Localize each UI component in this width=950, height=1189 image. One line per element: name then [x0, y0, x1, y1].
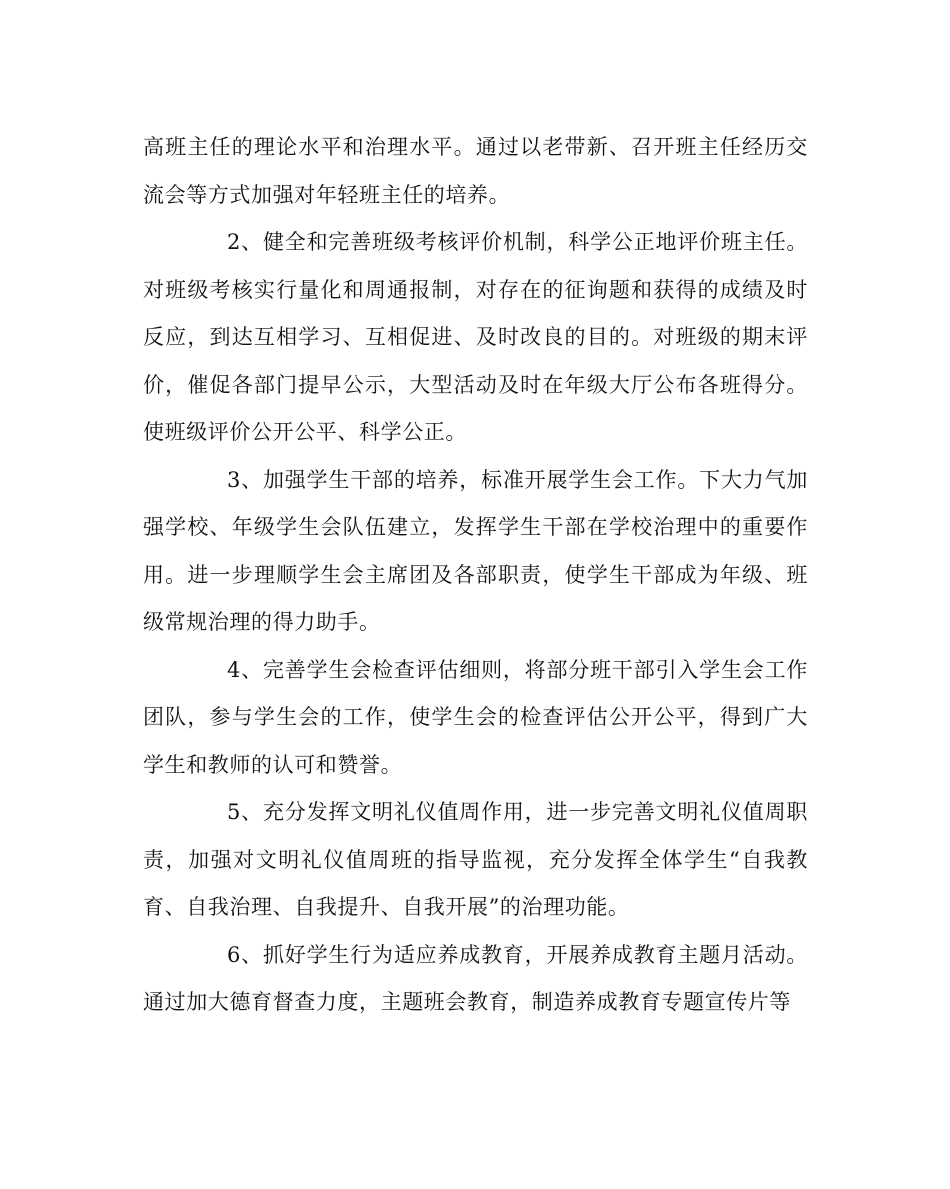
document-body: [143, 124, 808, 1027]
paragraph-item-5: 5、充分发挥文明礼仪值周作用，进一步完善文明礼仪值周职责，加强对文明礼仪值周班的指导监视，充分发挥全体学生“自我教育、自我治理、自我提升、自我开展”的治理功能。: [143, 800, 808, 919]
paragraph-item-3: 3、加强学生干部的培养，标准开展学生会工作。下大力气加强学校、年级学生会队伍建立，发挥学生干部在学校治理中的重要作用。进一步理顺学生会主席团及各部职责，使学生干部成为年级、班级常规治理的得力助手。: [143, 467, 808, 634]
paragraph-item-2: 2、健全和完善班级考核评价机制，科学公正地评价班主任。对班级考核实行量化和周通报制，对存在的征询题和获得的成绩及时反应，到达互相学习、互相促进、及时改良的目的。对班级的期末评价，催促各部门提早公示，大型活动及时在年级大厅公布各班得分。使班级评价公开公平、科学公正。: [143, 230, 808, 444]
paragraph-item-6: 6、抓好学生行为适应养成教育，开展养成教育主题月活动。通过加大德育督查力度，主题班会教育，制造养成教育专题宣传片等: [143, 942, 808, 1014]
paragraph-continuation: 高班主任的理论水平和治理水平。通过以老带新、召开班主任经历交流会等方式加强对年轻班主任的培养。: [143, 135, 808, 207]
paragraph-item-4: 4、完善学生会检查评估细则，将部分班干部引入学生会工作团队，参与学生会的工作，使学生会的检查评估公开公平，得到广大学生和教师的认可和赞誉。: [143, 657, 808, 777]
